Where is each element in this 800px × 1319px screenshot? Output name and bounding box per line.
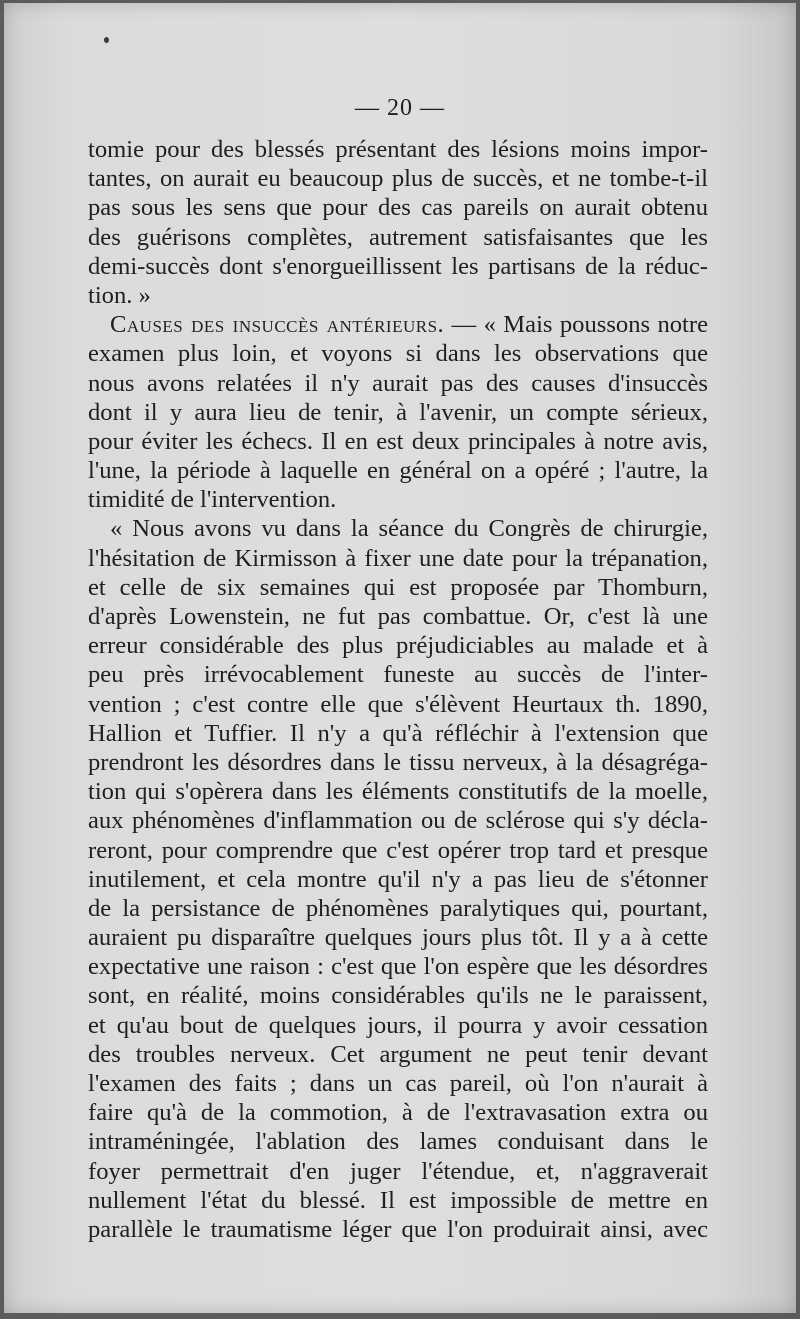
text-line: et celle de six semaines qui est proposée par Thomburn, bbox=[88, 573, 708, 601]
text-line: tion qui s'opèrera dans les éléments constitutifs de la moelle, bbox=[88, 778, 708, 806]
text-line: timidité de l'intervention. bbox=[88, 486, 337, 514]
text-line: des troubles nerveux. Cet argument ne peut tenir devant bbox=[88, 1040, 708, 1068]
text-line: faire qu'à de la commotion, à de l'extravasation extra ou bbox=[88, 1099, 708, 1127]
book-page bbox=[4, 3, 796, 1313]
section-heading-line bbox=[88, 310, 708, 339]
text-line: nullement l'état du blessé. Il est impossible de mettre en bbox=[88, 1186, 708, 1214]
text-line: d'après Lowenstein, ne fut pas combattue. Or, c'est là une bbox=[88, 603, 708, 630]
text-line: parallèle le traumatisme léger que l'on produirait ainsi, avec bbox=[88, 1215, 708, 1243]
text-line: « Nous avons vu dans la séance du Congrès de chirurgie, bbox=[110, 515, 708, 543]
text-line: de la persistance de phénomènes paralytiques qui, pourtant, bbox=[88, 894, 708, 922]
text-line: des guérisons complètes, autrement satisfaisantes que les bbox=[88, 223, 708, 251]
text-line: aux phénomènes d'inflammation ou de sclérose qui s'y décla- bbox=[88, 807, 708, 835]
text-line: pour éviter les échecs. Il en est deux principales à notre avis, bbox=[88, 427, 708, 455]
text-line: reront, pour comprendre que c'est opérer trop tard et presque bbox=[88, 836, 708, 864]
text-line: l'examen des faits ; dans un cas pareil, où l'on n'aurait à bbox=[88, 1070, 708, 1097]
text-fragment: — « Mais poussons notre bbox=[451, 311, 708, 339]
text-line: tantes, on aurait eu beaucoup plus de succès, et ne tombe-t-il bbox=[88, 165, 708, 193]
text-line: nous avons relatées il n'y aurait pas des causes d'insuccès bbox=[88, 369, 708, 397]
body-text bbox=[88, 135, 708, 1244]
section-heading: Causes des insuccès antérieurs. bbox=[110, 311, 445, 339]
text-line: tion. » bbox=[88, 281, 151, 309]
text-line: erreur considérable des plus préjudiciables au malade et à bbox=[88, 632, 708, 660]
text-line: peu près irrévocablement funeste au succès de l'inter- bbox=[88, 661, 708, 689]
text-line: intraméningée, l'ablation des lames conduisant dans le bbox=[88, 1128, 708, 1156]
text-line: expectative une raison : c'est que l'on espère que les désordres bbox=[88, 953, 708, 981]
text-line: sont, en réalité, moins considérables qu'ils ne le paraissent, bbox=[88, 982, 708, 1010]
text-line: inutilement, et cela montre qu'il n'y a pas lieu de s'étonner bbox=[88, 865, 708, 893]
page-number: — 20 — bbox=[355, 95, 445, 121]
text-line: examen plus loin, et voyons si dans les observations que bbox=[88, 340, 708, 368]
text-line: dont il y aura lieu de tenir, à l'avenir, un compte sérieux, bbox=[88, 398, 708, 426]
text-line: tomie pour des blessés présentant des lésions moins impor- bbox=[88, 136, 708, 163]
text-line: foyer permettrait d'en juger l'étendue, et, n'aggraverait bbox=[88, 1157, 708, 1185]
text-line: et qu'au bout de quelques jours, il pourra y avoir cessation bbox=[88, 1011, 708, 1039]
text-line: l'une, la période à laquelle en général on a opéré ; l'autre, la bbox=[88, 457, 708, 485]
text-line: prendront les désordres dans le tissu nerveux, à la désagréga- bbox=[88, 748, 708, 776]
text-line: pas sous les sens que pour des cas pareils on aurait obtenu bbox=[88, 194, 708, 222]
text-line: Hallion et Tuffier. Il n'y a qu'à réfléchir à l'extension que bbox=[88, 719, 708, 747]
text-line: l'hésitation de Kirmisson à fixer une date pour la trépanation, bbox=[88, 544, 708, 572]
text-line: auraient pu disparaître quelques jours plus tôt. Il y a à cette bbox=[88, 924, 708, 952]
text-line: vention ; c'est contre elle que s'élèvent Heurtaux th. 1890, bbox=[88, 690, 708, 718]
ink-speck bbox=[104, 37, 109, 43]
text-line: demi-succès dont s'enorgueillissent les partisans de la réduc- bbox=[88, 252, 708, 280]
